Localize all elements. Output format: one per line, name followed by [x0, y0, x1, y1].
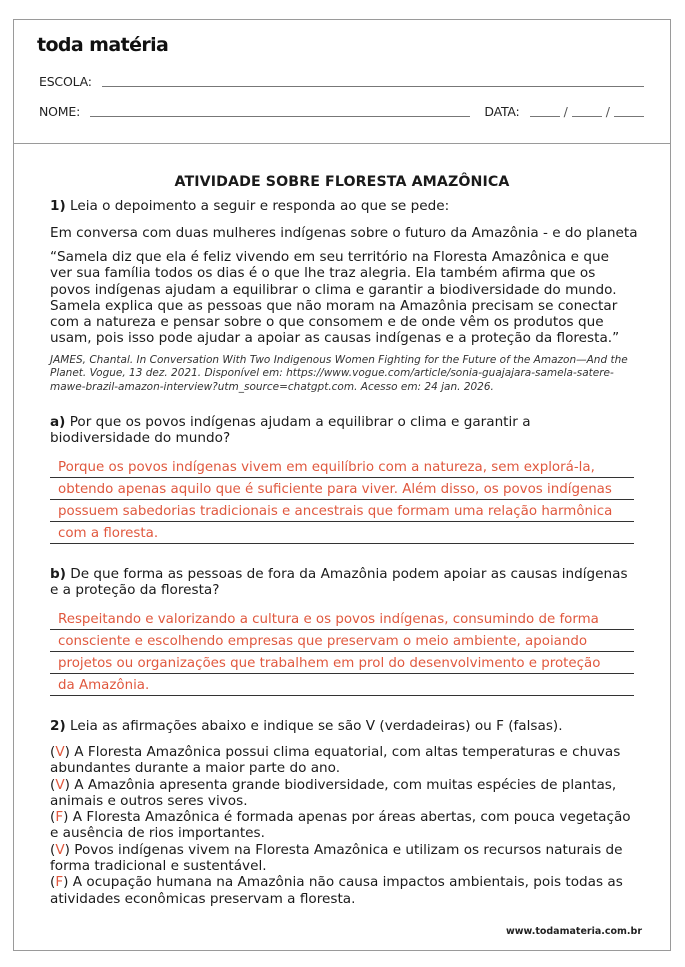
tf-statement: (V) A Floresta Amazônica possui clima equatorial, com altas temperaturas e chuvas abundantes durante a maior parte do ano. — [50, 744, 621, 777]
worksheet-header — [14, 20, 670, 144]
question-1-prompt — [50, 198, 634, 214]
tf-statement-text: A Amazônia apresenta grande biodiversidade, com muitas espécies de plantas, animais e outros seres vivos. — [50, 776, 617, 809]
escola-label: ESCOLA: — [39, 74, 92, 89]
tf-statement: (F) A ocupação humana na Amazônia não causa impactos ambientais, pois todas as atividades econômicas preservam a floresta. — [50, 874, 623, 907]
item-letter: a) — [50, 414, 66, 430]
answer-1a — [50, 456, 634, 544]
data-label: DATA: — [484, 104, 520, 119]
answer-line[interactable]: Respeitando e valorizando a cultura e os povos indígenas, consumindo de forma — [50, 608, 634, 630]
tf-answer-mark[interactable]: F — [55, 874, 64, 891]
question-number: 1) — [50, 198, 66, 214]
answer-line[interactable]: obtendo apenas aquilo que é suficiente para viver. Além disso, os povos indígenas — [50, 478, 634, 500]
date-month-blank[interactable] — [572, 116, 602, 117]
tf-statement-text: Povos indígenas vivem na Floresta Amazônica e utilizam os recursos naturais de forma tradicional e sustentável. — [50, 841, 623, 875]
tf-statement: (F) A Floresta Amazônica é formada apenas por áreas abertas, com pouca vegetação e ausência de rios importantes. — [50, 809, 631, 842]
item-question: Por que os povos indígenas ajudam a equilibrar o clima e garantir a biodiversidade do mundo? — [50, 414, 531, 447]
quote-text: “Samela diz que ela é feliz vivendo em seu território na Floresta Amazônica e que ver sua família todos os dias é o que lhe traz alegria. Ela também afirma que os povos indígenas ajudam a equilibrar o clima e garantir a biodiversidade do mundo. Samela explica que as pessoas que não moram na Amazônia precisam se conectar com a natureza e pensar sobre o que consomem e de onde vêm os produtos que usam, pois isso pode ajudar a apoiar as causas indígenas e a proteção da floresta.” — [50, 249, 620, 347]
worksheet — [13, 19, 671, 951]
nome-field — [39, 104, 644, 119]
answer-line[interactable]: Porque os povos indígenas vivem em equilíbrio com a natureza, sem explorá-la, — [50, 456, 634, 478]
tf-answer-mark[interactable]: V — [55, 776, 65, 793]
logo: toda matéria — [37, 34, 169, 56]
true-false-list — [50, 744, 640, 907]
item-question: De que forma as pessoas de fora da Amazônia podem apoiar as causas indígenas e a proteção da floresta? — [50, 566, 628, 599]
citation: JAMES, Chantal. In Conversation With Two Indigenous Women Fighting for the Future of the Amazon—And the Planet. Vogue, 13 dez. 2021. Disponível em: https://www.vogue.com/article/sonia-guajajara-samela-satere-mawe-brazil-amazon-interview?utm_source=chatgpt.com. Acesso em: 24 jan. 2026. — [50, 354, 628, 393]
nome-input-line[interactable] — [90, 116, 470, 117]
tf-statement-text: A ocupação humana na Amazônia não causa impactos ambientais, pois todas as atividades econômicas preservam a floresta. — [50, 874, 623, 907]
date-field — [484, 104, 644, 119]
answer-line[interactable]: projetos ou organizações que trabalhem em prol do desenvolvimento e proteção — [50, 652, 634, 674]
tf-statement: (V) Povos indígenas vivem na Floresta Amazônica e utilizam os recursos naturais de forma tradicional e sustentável. — [50, 841, 623, 875]
item-letter: b) — [50, 566, 66, 582]
tf-statement: (V) A Amazônia apresenta grande biodiversidade, com muitas espécies de plantas, animais e outros seres vivos. — [50, 776, 617, 809]
answer-line[interactable]: possuem sabedorias tradicionais e ancestrais que formam uma relação harmônica — [50, 500, 634, 522]
question-1a — [50, 414, 634, 447]
page-title: ATIVIDADE SOBRE FLORESTA AMAZÔNICA — [174, 174, 510, 190]
tf-answer-mark[interactable]: F — [55, 809, 64, 826]
escola-input-line[interactable] — [102, 86, 644, 87]
tf-statement-text: A Floresta Amazônica possui clima equatorial, com altas temperaturas e chuvas abundantes durante a maior parte do ano. — [50, 744, 621, 777]
date-day-blank[interactable] — [530, 116, 560, 117]
tf-statement-text: A Floresta Amazônica é formada apenas por áreas abertas, com pouca vegetação e ausência de rios importantes. — [50, 809, 631, 842]
question-text: Leia as afirmações abaixo e indique se são V (verdadeiras) ou F (falsas). — [70, 718, 563, 734]
answer-line[interactable]: consciente e escolhendo empresas que preservam o meio ambiente, apoiando — [50, 630, 634, 652]
date-separator: / — [605, 104, 610, 119]
nome-label: NOME: — [39, 104, 81, 119]
answer-line[interactable]: com a floresta. — [50, 522, 634, 544]
question-2-prompt — [50, 718, 634, 734]
escola-field — [39, 74, 644, 89]
quote-intro: Em conversa com duas mulheres indígenas sobre o futuro da Amazônia - e do planeta — [50, 225, 638, 241]
answer-line[interactable]: da Amazônia. — [50, 674, 634, 696]
site-url[interactable]: www.todamateria.com.br — [505, 926, 642, 937]
answer-1b — [50, 608, 634, 696]
question-text: Leia o depoimento a seguir e responda ao que se pede: — [70, 198, 450, 214]
tf-answer-mark[interactable]: V — [55, 841, 65, 858]
question-number: 2) — [50, 718, 66, 734]
tf-answer-mark[interactable]: V — [55, 744, 65, 760]
question-1b — [50, 566, 634, 599]
date-year-blank[interactable] — [614, 116, 644, 117]
date-separator: / — [563, 104, 568, 119]
